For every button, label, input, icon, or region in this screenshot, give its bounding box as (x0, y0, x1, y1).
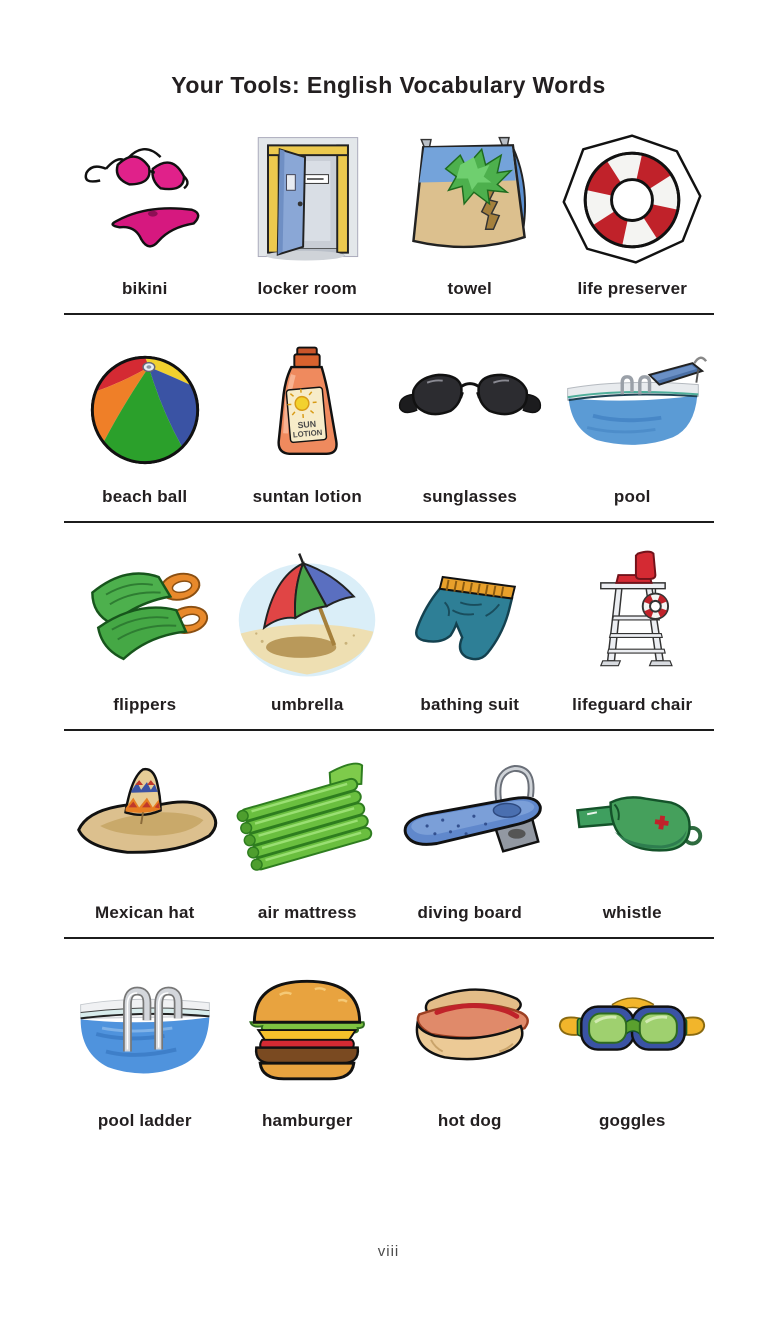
page-number: viii (377, 1243, 400, 1260)
row-divider (64, 729, 714, 731)
vocab-card-pool-ladder (64, 957, 227, 1131)
bottle-text-sun: SUN (297, 418, 317, 431)
bikini-illustration (64, 125, 227, 275)
vocab-label: bathing suit (420, 695, 520, 714)
vocab-row-2 (64, 333, 714, 507)
vocab-card-life-preserver (551, 125, 714, 299)
hot-dog-illustration (389, 957, 552, 1107)
beach-ball-illustration (64, 333, 227, 483)
vocab-label: flippers (113, 695, 177, 714)
diving-board-illustration (389, 749, 552, 899)
vocab-grid (64, 125, 714, 1131)
umbrella-illustration (226, 541, 389, 691)
vocab-label: goggles (598, 1111, 666, 1130)
vocab-card-sunglasses (389, 333, 552, 507)
towel-illustration (389, 125, 552, 275)
vocab-card-diving-board (389, 749, 552, 923)
vocab-label: suntan lotion (252, 487, 362, 506)
vocab-row-5 (64, 957, 714, 1131)
sunglasses-illustration (389, 333, 552, 483)
vocab-card-bathing-suit (389, 541, 552, 715)
vocab-label: beach ball (102, 487, 188, 506)
vocab-card-bikini (64, 125, 227, 299)
flippers-illustration (64, 541, 227, 691)
row-divider (64, 937, 714, 939)
vocab-card-whistle (551, 749, 714, 923)
vocab-label: umbrella (271, 695, 344, 714)
vocab-label: pool (613, 487, 651, 506)
vocab-label: air mattress (257, 903, 357, 922)
vocab-label: bikini (121, 279, 168, 298)
life-preserver-illustration (551, 125, 714, 275)
suntan-lotion-illustration (226, 333, 389, 483)
pool-illustration (551, 333, 714, 483)
vocab-card-goggles (551, 957, 714, 1131)
vocab-label: hamburger (261, 1111, 353, 1130)
hamburger-illustration (226, 957, 389, 1107)
vocab-label: towel (447, 279, 492, 298)
vocab-label: hot dog (437, 1111, 502, 1130)
vocab-label: life preserver (577, 279, 688, 298)
vocab-label: locker room (257, 279, 357, 298)
bottle-text-lotion: LOTION (292, 427, 323, 440)
vocab-card-mexican-hat (64, 749, 227, 923)
vocab-row-4 (64, 749, 714, 923)
vocab-label: whistle (602, 903, 662, 922)
vocab-card-umbrella (226, 541, 389, 715)
row-divider (64, 313, 714, 315)
vocab-row-1 (64, 125, 714, 299)
vocab-label: sunglasses (422, 487, 518, 506)
vocab-card-air-mattress (226, 749, 389, 923)
whistle-illustration (551, 749, 714, 899)
vocab-row-3 (64, 541, 714, 715)
vocab-label: pool ladder (97, 1111, 192, 1130)
mexican-hat-illustration (64, 749, 227, 899)
lifeguard-chair-illustration (551, 541, 714, 691)
vocab-card-locker-room (226, 125, 389, 299)
vocab-card-towel (389, 125, 552, 299)
vocab-card-lifeguard-chair (551, 541, 714, 715)
vocab-label: diving board (417, 903, 522, 922)
pool-ladder-illustration (64, 957, 227, 1107)
goggles-illustration (551, 957, 714, 1107)
locker-room-illustration (226, 125, 389, 275)
vocab-card-beach-ball (64, 333, 227, 507)
vocab-label: Mexican hat (94, 903, 195, 922)
vocab-card-suntan-lotion (226, 333, 389, 507)
vocab-card-flippers (64, 541, 227, 715)
row-divider (64, 521, 714, 523)
page-title: Your Tools: English Vocabulary Words (171, 72, 606, 98)
vocab-card-pool (551, 333, 714, 507)
bathing-suit-illustration (389, 541, 552, 691)
air-mattress-illustration (226, 749, 389, 899)
vocab-label: lifeguard chair (572, 695, 693, 714)
vocab-card-hot-dog (389, 957, 552, 1131)
vocab-card-hamburger (226, 957, 389, 1131)
